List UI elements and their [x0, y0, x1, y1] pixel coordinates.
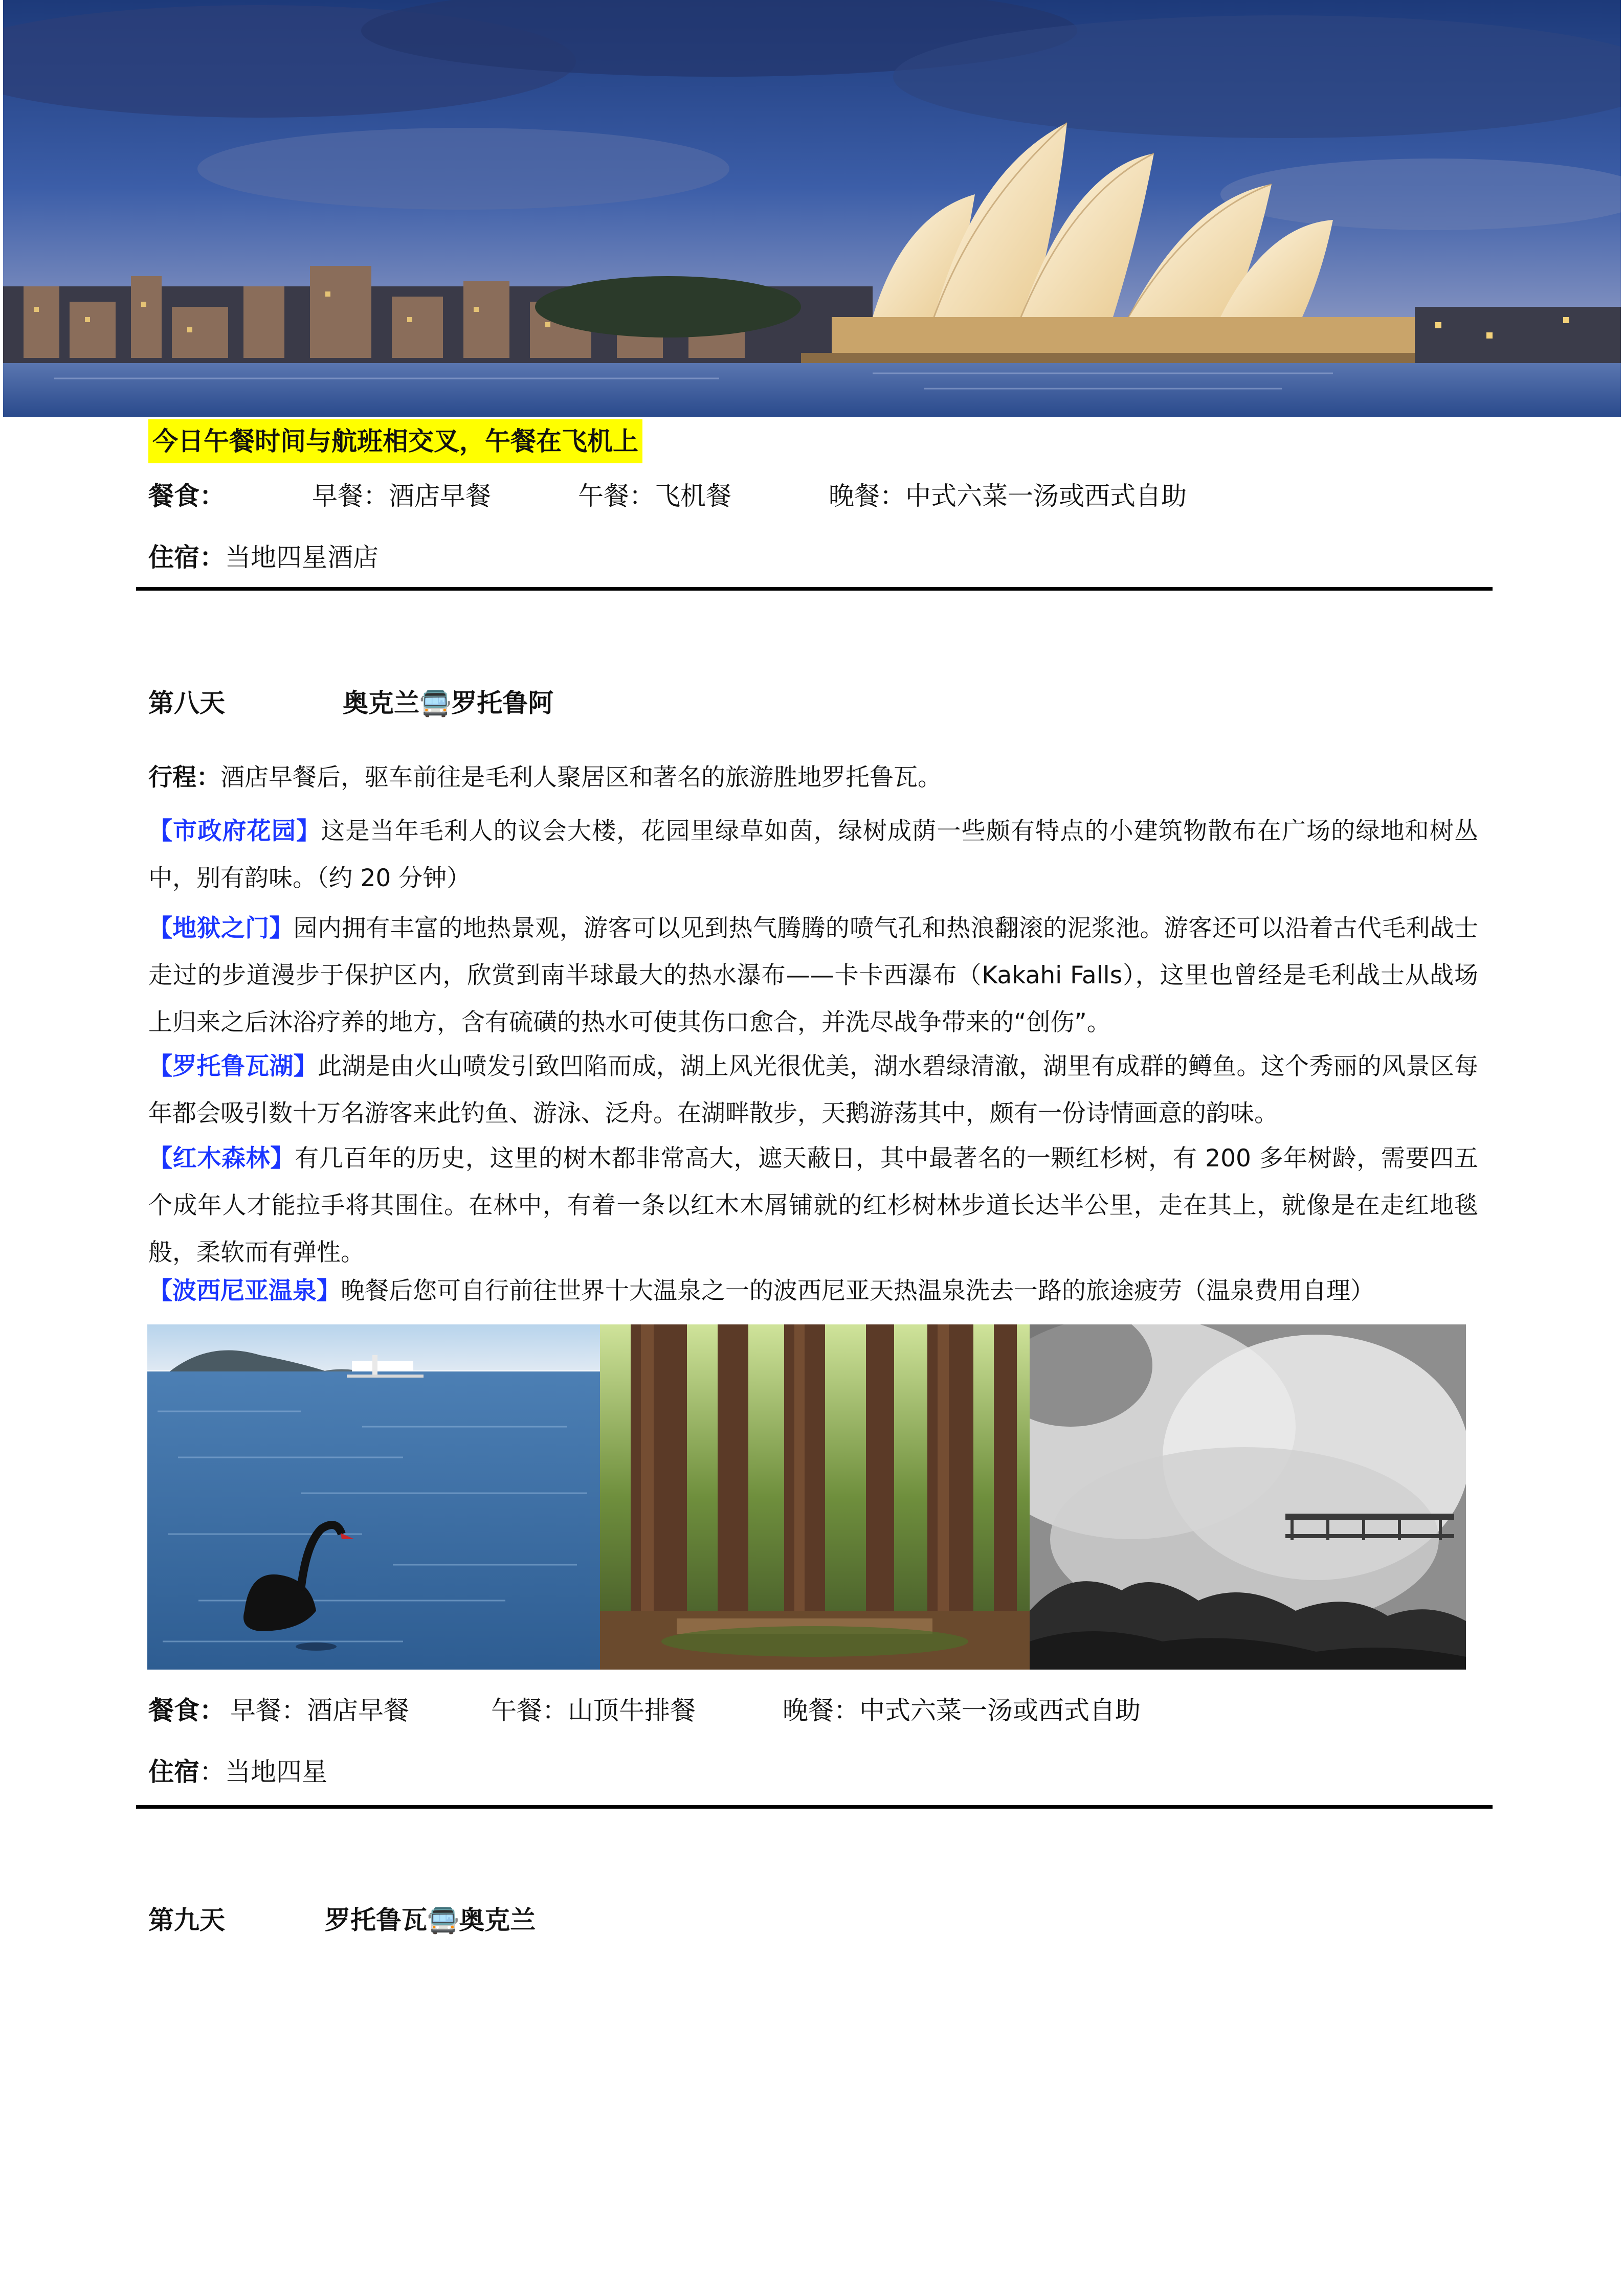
day8-heading — [148, 683, 554, 724]
section-divider — [136, 1805, 1493, 1809]
meals-label: 餐食： — [148, 1696, 225, 1725]
day9-label: 第九天 — [148, 1905, 225, 1935]
opera-house-illustration — [3, 0, 1621, 417]
day8-itinerary — [148, 754, 1478, 801]
redwood-forest-illustration — [600, 1324, 1030, 1670]
breakfast-text: 早餐：酒店早餐 — [312, 481, 491, 511]
photo-lake-black-swan — [147, 1324, 600, 1670]
day7-hotel-row — [148, 537, 379, 578]
lake-swan-illustration — [147, 1324, 600, 1670]
dinner-text: 晚餐：中式六菜一汤或西式自助 — [829, 481, 1187, 511]
meals-label: 餐食： — [148, 481, 225, 511]
spot-name: 【地狱之门】 — [148, 914, 294, 942]
spot-name: 【罗托鲁瓦湖】 — [148, 1052, 318, 1081]
spot-description: 园内拥有丰富的地热景观，游客可以见到热气腾腾的喷气孔和热浪翻滚的泥浆池。游客还可以沿着古代毛利战士走过的步道漫步于保护区内，欣赏到南半球最大的热水瀑布——卡卡西瀑布（Kakahi Falls），这里也曾经是毛利战士从战场上归来之后沐浴疗养的地方，含有硫磺的热水可使其伤口愈合，并洗尽战争带来的“创伤”。 — [148, 914, 1479, 1037]
spot-description: 这是当年毛利人的议会大楼，花园里绿草如茵，绿树成荫一些颇有特点的小建筑物散布在广场的绿地和树丛中，别有韵味。（约 20 分钟） — [148, 817, 1479, 892]
spot-city-hall-garden — [148, 808, 1478, 902]
day9-heading — [148, 1900, 536, 1941]
day9-route: 罗托鲁瓦🚍奥克兰 — [325, 1905, 536, 1935]
day8-label: 第八天 — [148, 688, 225, 718]
lunch-text: 午餐：飞机餐 — [578, 481, 731, 511]
spot-hells-gate — [148, 905, 1478, 1046]
photo-geothermal-steam — [1030, 1324, 1466, 1670]
hotel-text: 当地四星酒店 — [225, 543, 379, 572]
hotel-label: 住宿 — [148, 1757, 199, 1787]
hotel-label: 住宿： — [148, 543, 225, 572]
spot-name: 【波西尼亚温泉】 — [148, 1277, 341, 1305]
spot-redwood-forest — [148, 1135, 1478, 1276]
day8-route: 奥克兰🚍罗托鲁阿 — [343, 688, 554, 718]
geothermal-illustration — [1030, 1324, 1466, 1670]
spot-lake-rotorua — [148, 1043, 1478, 1137]
spot-description: 此湖是由火山喷发引致凹陷而成，湖上风光很优美，湖水碧绿清澈，湖里有成群的鳟鱼。这个秀丽的风景区每年都会吸引数十万名游客来此钓鱼、游泳、泛舟。在湖畔散步，天鹅游荡其中，颇有一份诗情画意的韵味。 — [148, 1052, 1479, 1128]
hero-image-sydney-opera-house — [3, 0, 1621, 417]
itinerary-label: 行程： — [148, 763, 220, 792]
spot-description: 有几百年的历史，这里的树木都非常高大，遮天蔽日，其中最著名的一颗红杉树，有 200 多年树龄，需要四五个成年人才能拉手将其围住。在林中，有着一条以红木木屑铺就的红杉树林步道长达半公里，走在其上，就像是在走红地毯般，柔软而有弹性。 — [148, 1144, 1478, 1267]
lunch-notice-highlight: 今日午餐时间与航班相交叉，午餐在飞机上 — [148, 419, 642, 463]
spot-name: 【市政府花园】 — [148, 817, 321, 845]
spot-name: 【红木森林】 — [148, 1144, 295, 1173]
section-divider — [136, 587, 1493, 591]
photo-redwood-forest — [600, 1324, 1030, 1670]
spot-description: 晚餐后您可自行前往世界十大温泉之一的波西尼亚天热温泉洗去一路的旅途疲劳（温泉费用自理） — [341, 1277, 1374, 1305]
lunch-text: 午餐：山顶牛排餐 — [491, 1696, 696, 1725]
day8-hotel-row — [148, 1751, 327, 1792]
dinner-text: 晚餐：中式六菜一汤或西式自助 — [783, 1696, 1141, 1725]
photo-strip — [147, 1324, 1466, 1670]
itinerary-text: 酒店早餐后，驱车前往是毛利人聚居区和著名的旅游胜地罗托鲁瓦。 — [220, 763, 942, 792]
hotel-text: ：当地四星 — [199, 1757, 327, 1787]
spot-polynesian-spa — [148, 1271, 1478, 1312]
breakfast-text: 早餐：酒店早餐 — [230, 1696, 409, 1725]
